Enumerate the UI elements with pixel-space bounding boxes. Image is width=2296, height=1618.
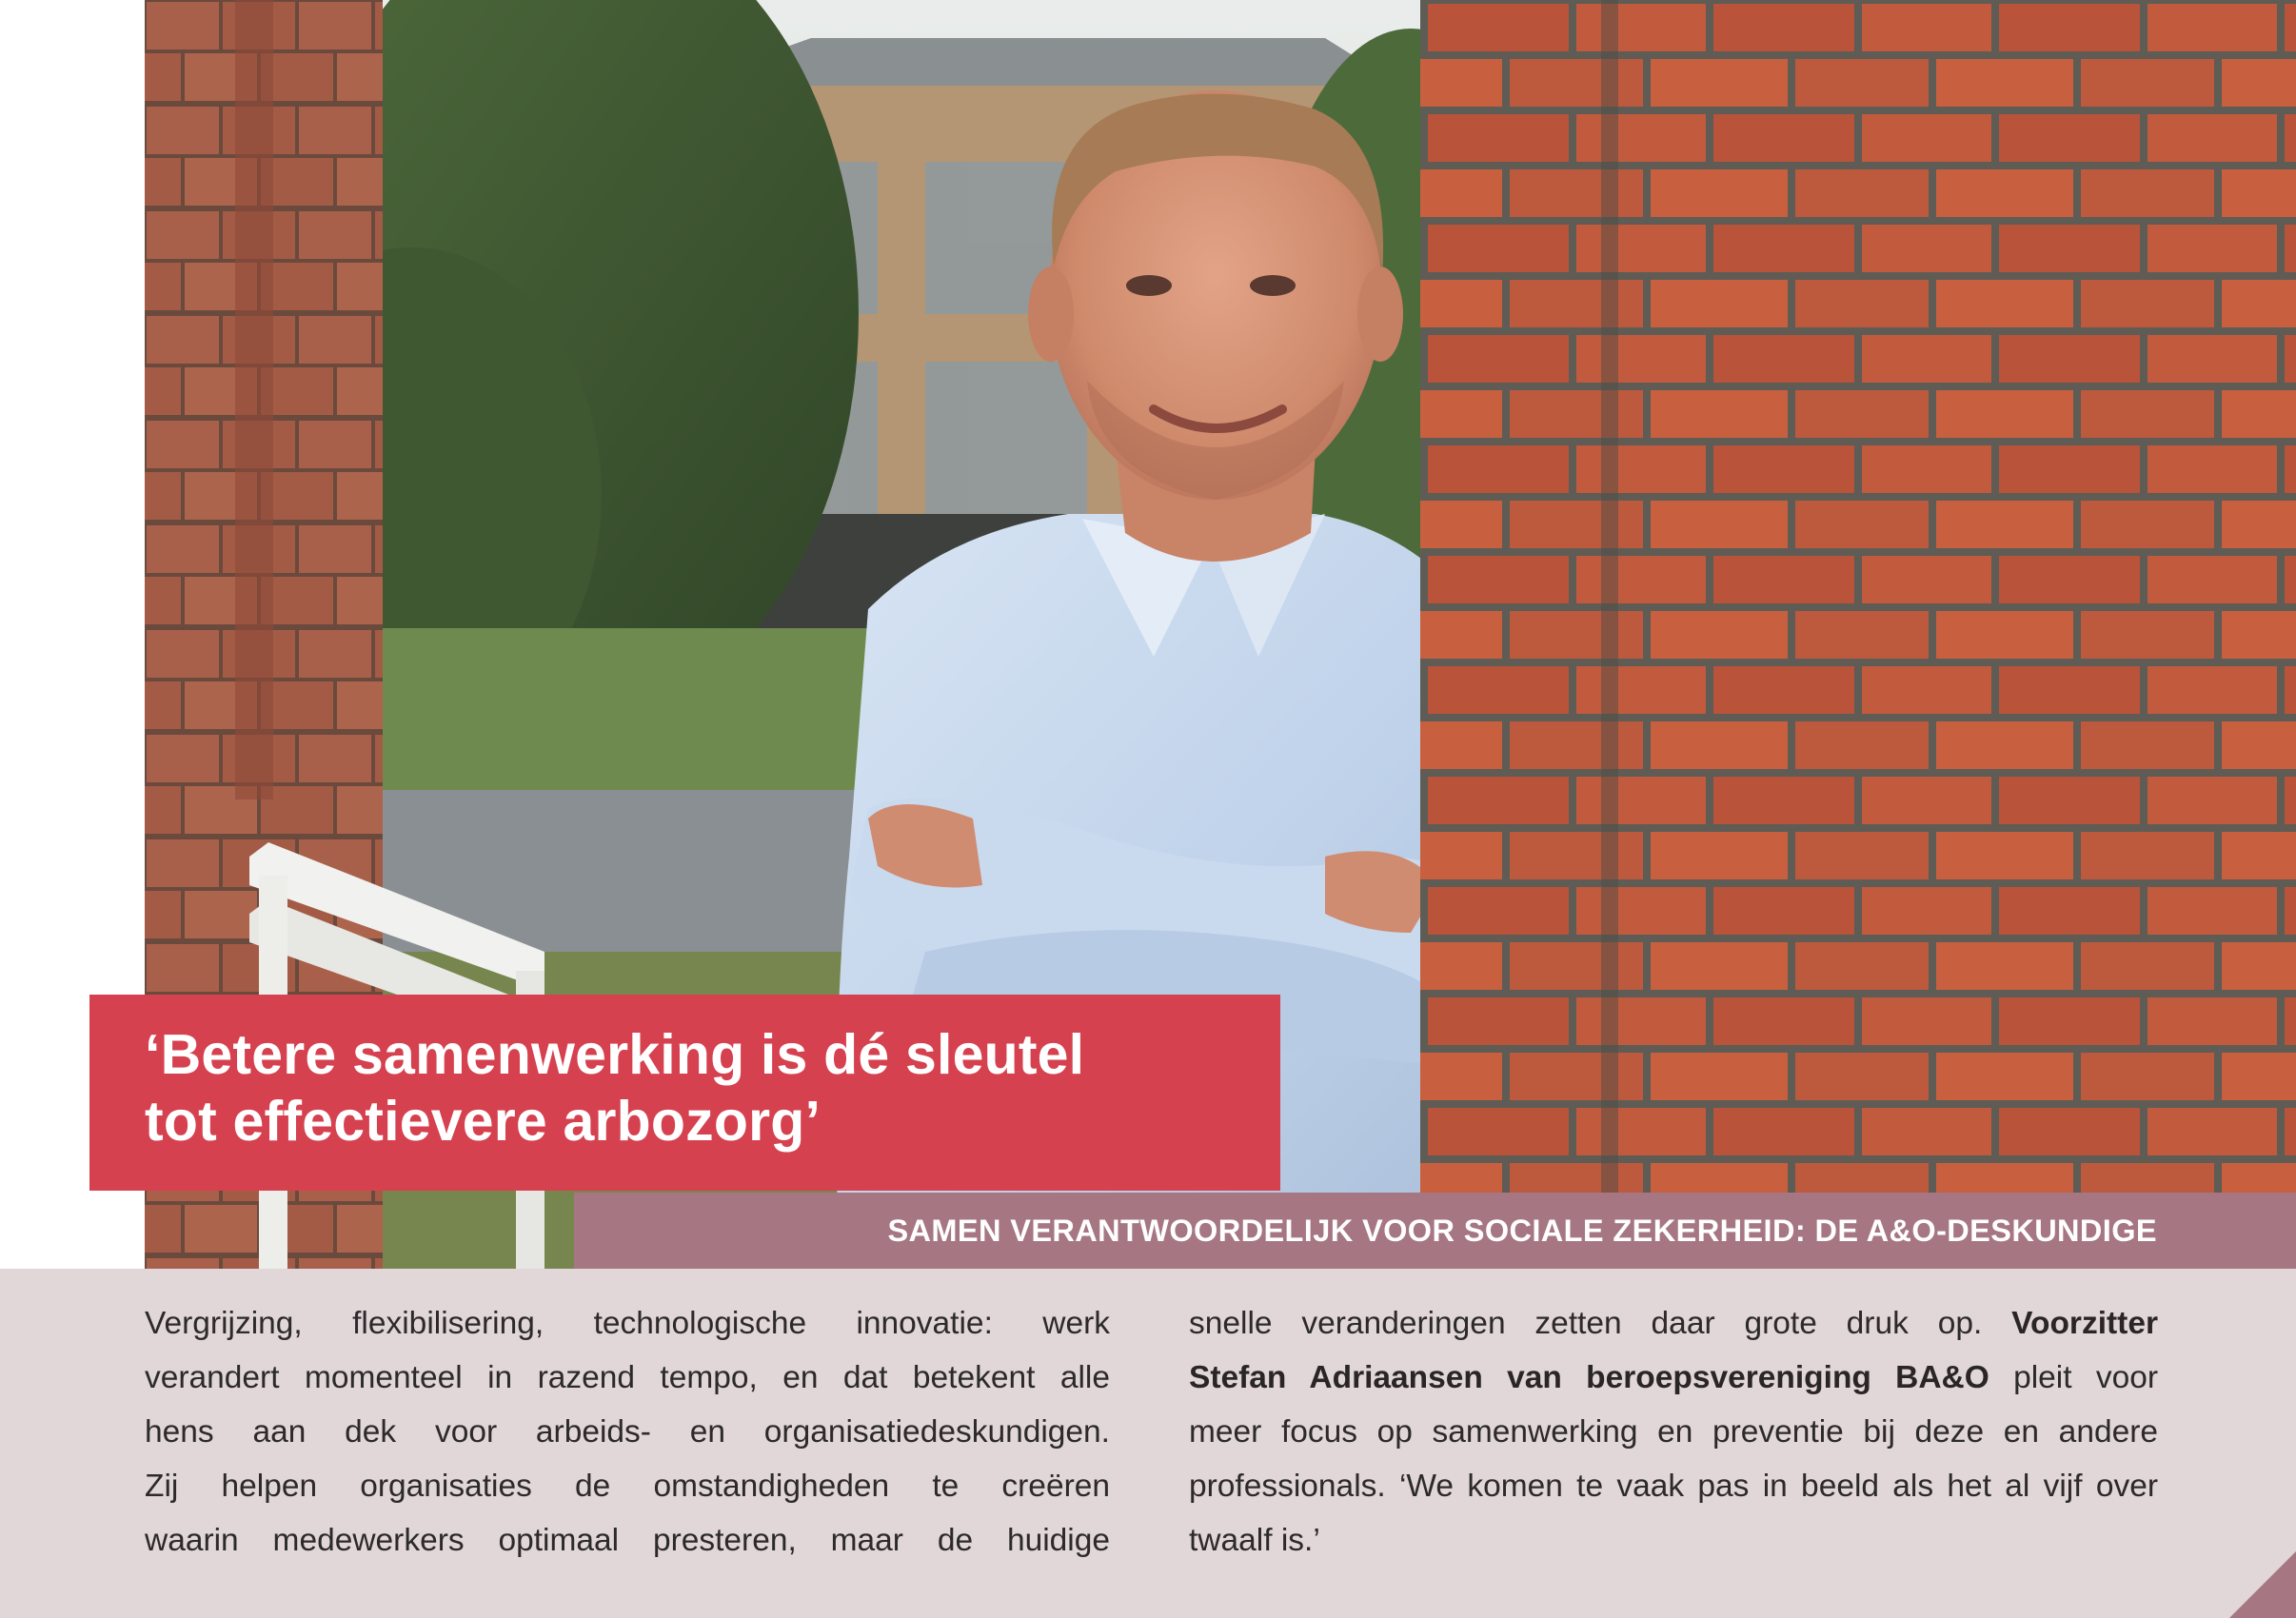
intro-right-line-1-bold: Voorzitter	[2011, 1306, 2158, 1341]
intro-right-line-2	[1189, 1351, 2158, 1405]
intro-right-line-3: meer focus op samenwerking en preventie bij deze en andere	[1189, 1414, 2158, 1450]
headline-line-2: tot effectievere arbozorg’	[145, 1090, 821, 1153]
headline-line-1: ‘Betere samenwerking is dé sleutel	[145, 1023, 1085, 1086]
intro-right-line-1	[1189, 1296, 2158, 1351]
intro-left-line-4: Zij helpen organisaties de omstandigheden te creëren	[145, 1469, 1110, 1504]
subtitle-text: SAMEN VERANTWOORDELIJK VOOR SOCIALE ZEKERHEID: DE A&O-DESKUNDIGE	[887, 1213, 2157, 1248]
intro-right-line-5: twaalf is.’	[1189, 1523, 1320, 1558]
intro-right-line-4: professionals. ‘We komen te vaak pas in beeld als het al vijf over	[1189, 1469, 2158, 1504]
subtitle-band	[574, 1193, 2296, 1269]
intro-left-line-1: Vergrijzing, flexibilisering, technologische innovatie: werk	[145, 1306, 1110, 1341]
intro-column-left	[145, 1296, 1110, 1568]
intro-left-line-3: hens aan dek voor arbeids- en organisatiedeskundigen.	[145, 1414, 1110, 1450]
intro-right-line-2-bold: Stefan Adriaansen van beroepsvereniging BA&O	[1189, 1360, 1989, 1395]
intro-right-line-2-text: pleit voor	[1989, 1360, 2158, 1395]
intro-left-line-5: waarin medewerkers optimaal presteren, maar de huidige	[145, 1523, 1110, 1558]
intro-left-line-2: verandert momenteel in razend tempo, en dat betekent alle	[145, 1360, 1110, 1395]
corner-accent-triangle	[2229, 1551, 2296, 1618]
intro-column-right	[1189, 1296, 2158, 1568]
headline-box	[89, 995, 1280, 1191]
intro-right-line-1-text: snelle veranderingen zetten daar grote druk op.	[1189, 1306, 2012, 1341]
